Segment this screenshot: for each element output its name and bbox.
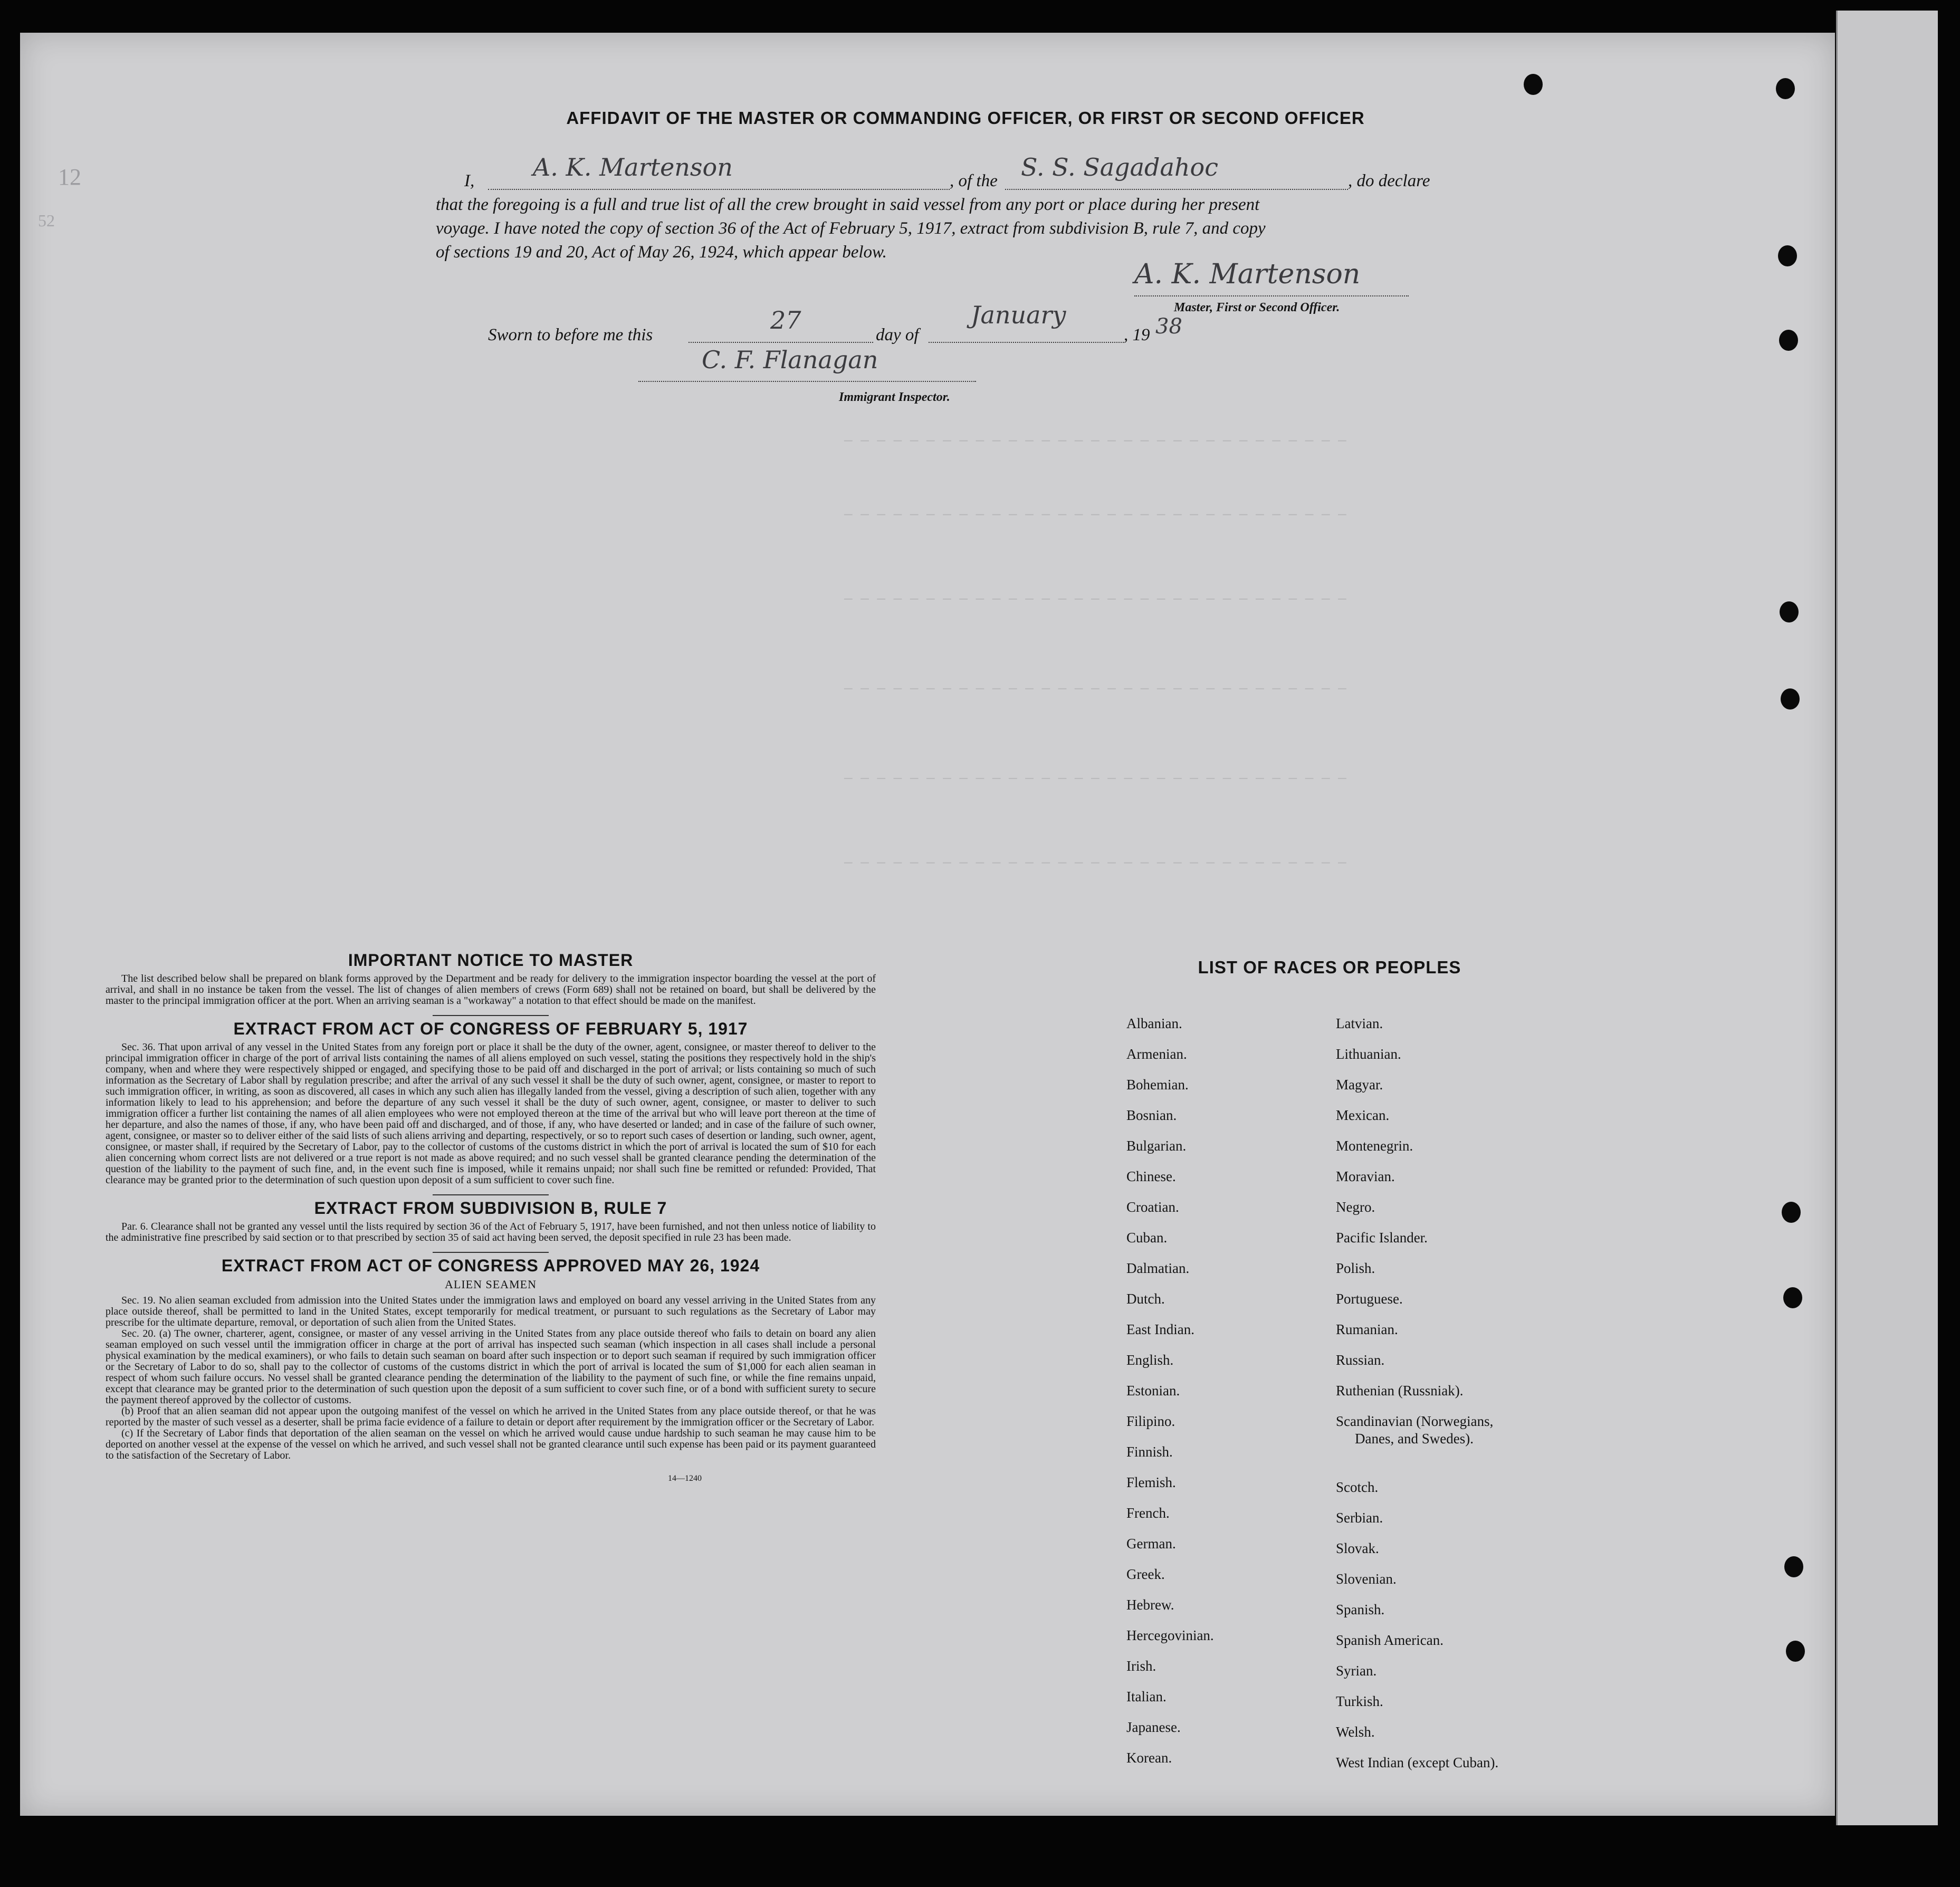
section-divider [433,1252,549,1253]
race-item: Chinese. [1126,1168,1176,1184]
sworn-month: January [971,301,1066,329]
race-item: Slovak. [1336,1540,1379,1556]
officer-title-label: Master, First or Second Officer. [1174,301,1340,314]
master-name-line [488,189,950,190]
race-item: Korean. [1126,1750,1172,1766]
race-item: Bulgarian. [1126,1138,1187,1154]
race-item: Negro. [1336,1199,1375,1215]
race-item: Welsh. [1336,1724,1375,1740]
extract-1924-heading: EXTRACT FROM ACT OF CONGRESS APPROVED MAY 26, 1924 [221,1256,760,1275]
race-item: Armenian. [1126,1046,1187,1062]
race-item: Dalmatian. [1126,1260,1190,1276]
extract-1917-paragraph: Sec. 36. That upon arrival of any vessel in the United States from any foreign port or place it shall be the duty of the owner, agent, consignee, or master thereof to deliver to the principal immigration officer in charge of the port of arrival lists containing the names of all aliens employed on such vessel, stating the positions they respectively hold in the ship's company, when and where they were respectively shipped or engaged, and specifying those to be paid off and discharged in the port of arrival; or lists containing so much of such information as the Secretary of Labor shall by regulation prescribe; and after the arrival of any such vessel it shall be the duty of such owner, agent, consignee, or master to report to such immigration officer, in writing, as soon as discovered, all cases in which any such alien has illegally landed from the vessel, giving a description of such alien, together with any information likely to lead to his apprehension; and before the departure of any such vessel it shall be the duty of such owner, agent, consignee, or master to deliver to such immigration officer a further list containing the names of all alien employees who were not employed thereon at the time of the arrival but who will leave port thereon at the time of her departure, and also the names of those, if any, who have been paid off and discharged, and of those, if any, who have deserted or landed; and in case of the failure of such owner, agent, consignee, or master so to deliver either of the said lists of such aliens arriving and departing, respectively, or so to report such cases of desertion or landing, such owner, agent, consignee, or master shall, if required by the Secretary of Labor, pay to the collector of customs of the customs district in which the port of arrival is located the sum of $10 for each alien concerning whom correct lists are not delivered or a true report is not made as above required; and no such vessel shall be granted clearance pending the determination of the question of the liability to the payment of such fine, and, in the event such fine is imposed, while it remains unpaid; nor shall such fine be remitted or refunded: Provided, That clearance may be granted prior to the determination of such question upon deposit of a sum sufficient to cover such fine. [106,1041,876,1186]
race-item: Portuguese. [1336,1291,1403,1307]
of-the-label: , of the [950,171,998,190]
race-item: Italian. [1126,1689,1167,1704]
master-name-signature: A. K. Martenson [533,153,733,181]
race-item: Serbian. [1336,1510,1383,1526]
binder-hole [1786,1641,1805,1662]
race-item: Syrian. [1336,1663,1377,1679]
day-of-label: day of [876,325,919,344]
race-item: Rumanian. [1336,1321,1398,1337]
affidavit-body-line: voyage. I have noted the copy of section 36 of the Act of February 5, 1917, extract from subdivision B, rule 7, and copy [436,219,1266,238]
race-item: Dutch. [1126,1291,1165,1307]
officer-signature: A. K. Martenson [1134,258,1361,290]
year-suffix: 38 [1155,314,1182,339]
inspector-label: Immigrant Inspector. [839,390,950,404]
race-item: Albanian. [1126,1016,1182,1031]
extract-rule7-paragraph: Par. 6. Clearance shall not be granted any vessel until the lists required by section 36 of the Act of February 5, 1917, have been furnished, and not then unless notice of liability to the administrative fine prescribed by said section or to that prescribed by section 35 of said act having been served, the deposit specified in rule 23 has been made. [106,1221,876,1243]
sec-20a-paragraph: Sec. 20. (a) The owner, charterer, agent, consignee, or master of any vessel arriving in the United States from any place outside thereof who fails to detain on board any alien seaman employed on such vessel until the immigration officer in charge at the port of arrival has inspected such seaman (which inspection in all cases shall include a personal physical examination by the medical examiners), or who fails to detain such seaman on board after such inspection or to deport such seaman if required by such immigration officer or the Secretary of Labor to do so, shall pay to the collector of customs of the customs district in which the port of arrival is located the sum of $1,000 for each alien seaman in respect of whom such failure occurs. No vessel shall be granted clearance pending the determination of the liability to the payment of such fine, or while the fine remains unpaid, except that clearance may be granted prior to the determination of such question upon the deposit of a sum sufficient to cover such fine, or of a bond with sufficient surety to secure the payment thereof approved by the collector of customs. [106,1328,876,1406]
race-item: Estonian. [1126,1383,1180,1399]
race-item: French. [1126,1505,1170,1521]
binder-hole [1779,330,1798,351]
race-item: Scandinavian (Norwegians, [1336,1413,1494,1429]
margin-mark: 12 [58,164,81,190]
race-item: Ruthenian (Russniak). [1336,1383,1464,1399]
race-item: Flemish. [1126,1474,1176,1490]
race-item: Filipino. [1126,1413,1175,1429]
vessel-name-line [1005,189,1348,190]
binder-hole [1784,1556,1803,1577]
race-item: German. [1126,1536,1176,1551]
race-item: Croatian. [1126,1199,1179,1215]
affidavit-body-line: of sections 19 and 20, Act of May 26, 1924, which appear below. [436,243,887,262]
race-item: Magyar. [1336,1077,1383,1093]
race-item-continuation: Danes, and Swedes). [1355,1431,1474,1447]
section-divider [433,1194,549,1195]
races-heading: LIST OF RACES OR PEOPLES [1198,957,1461,977]
margin-mark: 52 [38,211,55,230]
affidavit-i-label: I, [464,171,475,190]
race-item: Greek. [1126,1566,1165,1582]
inspector-signature: C. F. Flanagan [702,346,878,374]
race-item: West Indian (except Cuban). [1336,1755,1499,1770]
officer-signature-line [1134,295,1409,296]
binder-hole [1783,1287,1802,1308]
race-item: Irish. [1126,1658,1156,1674]
race-item: Mexican. [1336,1107,1390,1123]
race-item: Latvian. [1336,1016,1383,1031]
race-item: Bosnian. [1126,1107,1177,1123]
race-item: Cuban. [1126,1230,1168,1246]
race-item: English. [1126,1352,1174,1368]
sworn-month-line [929,342,1124,343]
race-item: Scotch. [1336,1479,1379,1495]
race-item: Finnish. [1126,1444,1173,1460]
race-item: Pacific Islander. [1336,1230,1428,1246]
race-item: Polish. [1336,1260,1375,1276]
section-divider [433,1015,549,1016]
sec-19-paragraph: Sec. 19. No alien seaman excluded from admission into the United States under the immigration laws and employed on board any vessel arriving in the United States from any place outside thereof, shall be permitted to land in the United States, except temporarily for medical treatment, or pursuant to such regulations as the Secretary of Labor may prescribe for the ultimate departure, removal, or deportation of such alien from the United States. [106,1295,876,1328]
do-declare-label: , do declare [1348,171,1430,190]
backing-sheet-strip [1836,11,1938,1825]
race-item: Montenegrin. [1336,1138,1413,1154]
document-page [20,33,1835,1816]
notice-paragraph: The list described below shall be prepared on blank forms approved by the Department and be ready for delivery to the immigration inspector boarding the vessel at the port of arrival, and shall in no instance be taken from the vessel. The list of changes of alien members of crews (Form 689) shall not be retained on board, but shall be delivered by the master to the principal immigration officer at the port. When an arriving seaman is a "workaway" a notation to that effect should be made on the manifest. [106,973,876,1007]
sworn-prefix: Sworn to before me this [488,325,653,344]
race-item: Bohemian. [1126,1077,1189,1093]
form-number: 14—1240 [668,1474,702,1483]
affidavit-body-line: that the foregoing is a full and true list of all the crew brought in said vessel from any port or place during her present [436,195,1260,214]
race-item: Hebrew. [1126,1597,1174,1613]
race-item: Moravian. [1336,1168,1395,1184]
sec-20c-paragraph: (c) If the Secretary of Labor finds that deportation of the alien seaman on the vessel on which he arrived would cause undue hardship to such seaman he may cause him to be deported on another vessel at the expense of the vessel on which he arrived, and such vessel shall not be granted clearance until such expense has been paid or its payment guaranteed to the satisfaction of the Secretary of Labor. [106,1428,876,1461]
alien-seamen-subheading: ALIEN SEAMEN [445,1278,537,1291]
inspector-signature-line [638,381,976,382]
notice-heading: IMPORTANT NOTICE TO MASTER [348,951,634,970]
binder-hole [1781,688,1800,710]
year-prefix: , 19 [1124,325,1150,344]
race-item: East Indian. [1126,1321,1194,1337]
race-item: Japanese. [1126,1719,1181,1735]
race-item: Hercegovinian. [1126,1627,1214,1643]
binder-hole [1782,1202,1801,1223]
sec-20b-paragraph: (b) Proof that an alien seaman did not appear upon the outgoing manifest of the vessel on which he arrived in the United States from any place outside thereof, or that he was reported by the master of such vessel as a deserter, shall be prima facie evidence of a failure to detain or deport after requirement by the immigration officer or the Secretary of Labor. [106,1405,876,1428]
binder-hole [1524,74,1543,95]
sworn-day: 27 [770,306,801,334]
legal-notices-column [106,951,876,1484]
affidavit-heading: AFFIDAVIT OF THE MASTER OR COMMANDING OFFICER, OR FIRST OR SECOND OFFICER [566,108,1365,128]
race-item: Spanish American. [1336,1632,1443,1648]
extract-1917-heading: EXTRACT FROM ACT OF CONGRESS OF FEBRUARY 5, 1917 [233,1019,748,1038]
race-item: Lithuanian. [1336,1046,1401,1062]
race-item: Slovenian. [1336,1571,1397,1587]
binder-hole [1780,601,1799,622]
vessel-name-handwritten: S. S. Sagadahoc [1021,153,1218,181]
race-item: Turkish. [1336,1693,1383,1709]
race-item: Spanish. [1336,1602,1385,1617]
binder-hole [1778,245,1797,266]
extract-rule7-heading: EXTRACT FROM SUBDIVISION B, RULE 7 [314,1199,667,1218]
race-item: Russian. [1336,1352,1385,1368]
binder-hole [1776,78,1795,99]
sworn-day-line [689,342,873,343]
